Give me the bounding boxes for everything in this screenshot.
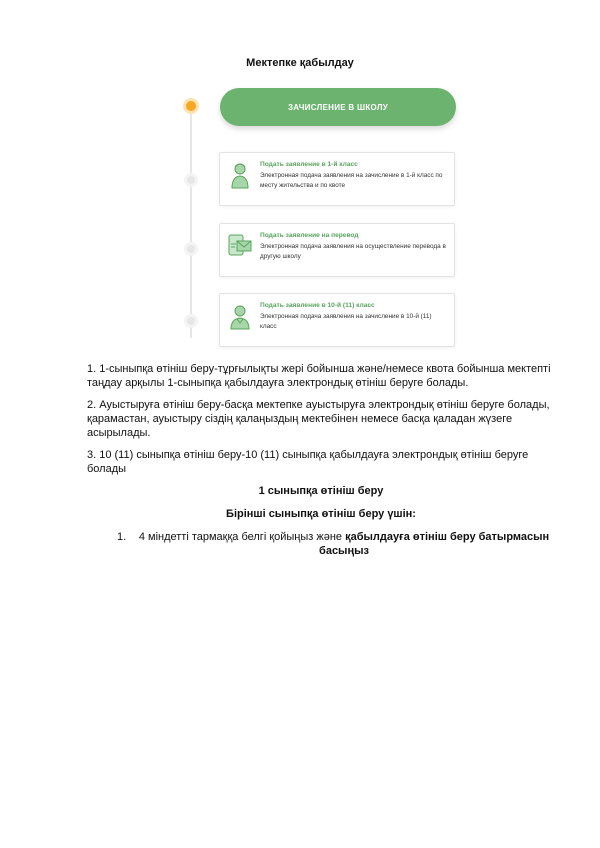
section-heading: 1 сыныпқа өтініш беру bbox=[258, 485, 384, 497]
enroll-school-button[interactable]: ЗАЧИСЛЕНИЕ В ШКОЛУ bbox=[220, 88, 456, 126]
list-text bbox=[133, 530, 555, 558]
page-title: Мектепке қабылдау bbox=[246, 57, 354, 69]
paragraph: 2. Ауыстыруға өтініш беру-басқа мектепке ауыстыруға электрондық өтініш беруге болады, қарамастан, ауыстыру сіздің қалаңыздың мектебінен немесе басқа қаладан жүзеге асырылады. bbox=[87, 399, 550, 439]
student-icon bbox=[228, 302, 252, 330]
card-first-grade[interactable] bbox=[219, 152, 455, 206]
child-icon bbox=[228, 161, 252, 189]
paragraph: 3. 10 (11) сыныпқа өтініш беру-10 (11) сыныпқа қабылдауға электрондық өтініш беруге болады bbox=[87, 449, 529, 475]
list-text-bold: қабылдауға өтініш беру батырмасын басыңыз bbox=[319, 531, 550, 557]
paragraph: 1. 1-сыныпқа өтініш беру-тұрғылықты жері бойынша және/немесе квота бойынша мектепті таңдау арқылы 1-сыныпқа қабылдауға электрондық өтініш беруге болады. bbox=[87, 363, 551, 389]
timeline-dot bbox=[184, 314, 198, 328]
card-description: Электронная подача заявления на осуществление перевода в другую школу bbox=[260, 243, 446, 260]
list-item bbox=[87, 530, 555, 558]
card-title: Подать заявление на перевод bbox=[260, 232, 359, 239]
list-text-plain: 4 міндетті тармаққа белгі қойыңыз және bbox=[138, 531, 346, 543]
timeline-line bbox=[190, 106, 192, 338]
card-transfer[interactable] bbox=[219, 223, 455, 277]
transfer-envelope-icon bbox=[228, 232, 252, 260]
card-tenth-grade[interactable] bbox=[219, 293, 455, 347]
body-content bbox=[87, 362, 555, 558]
card-title: Подать заявление в 10-й (11) класс bbox=[260, 302, 375, 309]
timeline-dot bbox=[184, 173, 198, 187]
timeline-dot bbox=[184, 242, 198, 256]
timeline-dot-active bbox=[183, 98, 199, 114]
enrollment-figure bbox=[170, 84, 470, 344]
card-description: Электронная подача заявления на зачисление в 10-й (11) класс bbox=[260, 313, 432, 330]
card-title: Подать заявление в 1-й класс bbox=[260, 161, 358, 168]
list-number: 1. bbox=[117, 531, 127, 543]
card-description: Электронная подача заявления на зачисление в 1-й класс по месту жительства и по квоте bbox=[260, 172, 443, 189]
section-subheading: Бірінші сыныпқа өтініш беру үшін: bbox=[226, 508, 416, 520]
